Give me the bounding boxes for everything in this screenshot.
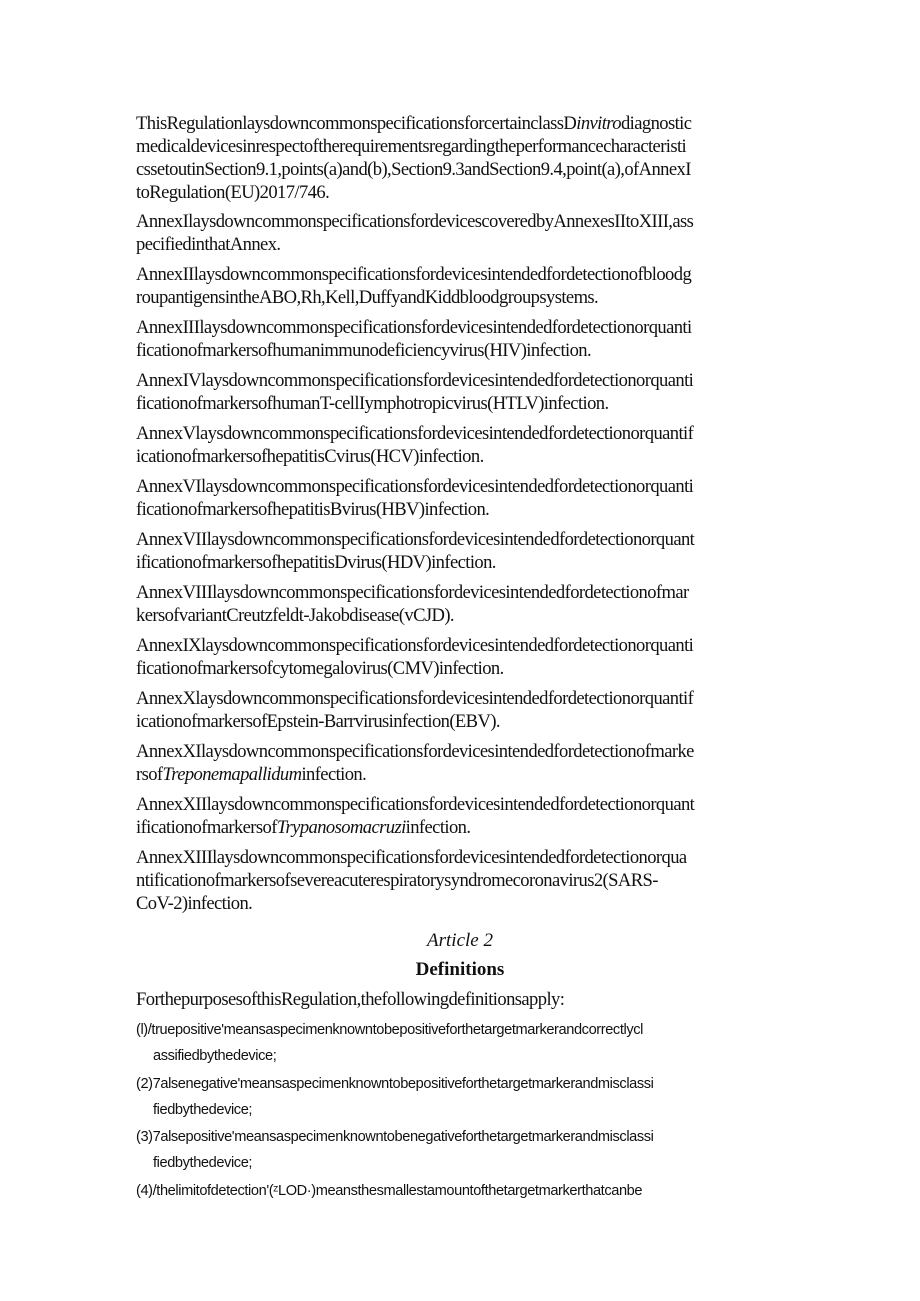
text-line: ThisRegulationlaysdowncommonspecificationsforcertainclassDinvitrodiagnostic: [136, 113, 692, 134]
text-line: medicaldevicesinrespectoftherequirementsregardingtheperformancecharacteristi: [136, 136, 687, 157]
annex-paragraph: [136, 528, 796, 574]
text-line: AnnexXIIlaysdowncommonspecificationsfordevicesintendedfordetectionorquant: [136, 794, 695, 815]
text-line: (2)7alsenegative'meansaspecimenknowntobepositiveforthetargetmarkerandmisclassi: [136, 1076, 654, 1092]
text-line: AnnexXIlaysdowncommonspecificationsfordevicesintendedfordetectionofmarke: [136, 741, 694, 762]
text-line: assifiedbythedevice;: [153, 1048, 277, 1064]
text-line: AnnexVlaysdowncommonspecificationsfordevicesintendedfordetectionorquantif: [136, 423, 694, 444]
text-line: cssetoutinSection9.1,points(a)and(b),Section9.3andSection9.4,point(a),ofAnnexI: [136, 159, 691, 180]
text-line: (4)/thelimitofdetection'(ᶻLOD·)meansthesmallestamountofthetargetmarkerthatcanbe: [136, 1183, 643, 1199]
text-line: ficationofmarkersofhumanimmunodeficiencyvirus(HIV)infection.: [136, 340, 592, 361]
article-title: Definitions: [415, 959, 505, 980]
text-line: AnnexXlaysdowncommonspecificationsfordevicesintendedfordetectionorquantif: [136, 688, 694, 709]
text-line: AnnexIlaysdowncommonspecificationsfordevicescoveredbyAnnexesIItoXIII,ass: [136, 211, 694, 232]
annex-paragraph: [136, 475, 796, 521]
text-line: AnnexIVlaysdowncommonspecificationsfordevicesintendedfordetectionorquanti: [136, 370, 694, 391]
italic-term: Trypanosomacruzi: [276, 817, 406, 838]
text-line: AnnexXIIIlaysdowncommonspecificationsfordevicesintendedfordetectionorqua: [136, 847, 687, 868]
text-line: CoV-2)infection.: [136, 893, 253, 914]
text-line: ificationofmarkersofhepatitisDvirus(HDV)infection.: [136, 552, 496, 573]
text-line: roupantigensintheABO,Rh,Kell,DuffyandKiddbloodgroupsystems.: [136, 287, 599, 308]
text-line: pecifiedinthatAnnex.: [136, 234, 281, 255]
text-line: AnnexVIIIlaysdowncommonspecificationsfordevicesintendedfordetectionofmar: [136, 582, 689, 603]
italic-term: Treponemapallidum: [162, 764, 302, 785]
text-line: AnnexIIlaysdowncommonspecificationsfordevicesintendedfordetectionofbloodg: [136, 264, 692, 285]
annex-paragraph: [136, 634, 796, 680]
text-line: rsofTreponemapalliduminfection.: [136, 764, 367, 785]
text-line: fiedbythedevice;: [153, 1102, 253, 1118]
text-line: AnnexVIlaysdowncommonspecificationsfordevicesintendedfordetectionorquanti: [136, 476, 694, 497]
text-line: kersofvariantCreutzfeldt-Jakobdisease(vCJD).: [136, 605, 454, 626]
text-line: ficationofmarkersofhumanT-cellIymphotropicvirus(HTLV)infection.: [136, 393, 609, 414]
text-line: ntificationofmarkersofsevereacuterespiratorysyndromecoronavirus2(SARS-: [136, 870, 658, 891]
annex-paragraph: [136, 422, 796, 468]
text-line: ificationofmarkersofTrypanosomacruziinfection.: [136, 817, 471, 838]
text-line: fiedbythedevice;: [153, 1155, 253, 1171]
definition-item: [136, 1017, 796, 1069]
annex-paragraph: [136, 687, 796, 733]
text-line: icationofmarkersofhepatitisCvirus(HCV)infection.: [136, 446, 484, 467]
text-line: (l)/truepositive'meansaspecimenknowntobepositiveforthetargetmarkerandcorrectlycl: [136, 1022, 643, 1038]
text-line: icationofmarkersofEpstein-Barrvirusinfection(EBV).: [136, 711, 500, 732]
annex-paragraph: [136, 740, 796, 786]
annex-paragraph: [136, 263, 796, 309]
annex-paragraph: [136, 581, 796, 627]
text-line: AnnexVIIlaysdowncommonspecificationsfordevicesintendedfordetectionorquant: [136, 529, 695, 550]
scope-paragraph: [136, 112, 796, 204]
annex-paragraph: [136, 369, 796, 415]
definitions-intro: ForthepurposesofthisRegulation,thefollowingdefinitionsapply:: [136, 989, 565, 1010]
annex-paragraph: [136, 210, 796, 256]
text-line: ficationofmarkersofhepatitisBvirus(HBV)infection.: [136, 499, 490, 520]
text-line: AnnexIXlaysdowncommonspecificationsfordevicesintendedfordetectionorquanti: [136, 635, 694, 656]
text-line: ficationofmarkersofcytomegalovirus(CMV)infection.: [136, 658, 504, 679]
definition-item: [136, 1178, 796, 1204]
text-line: (3)7alsepositive'meansaspecimenknowntobenegativeforthetargetmarkerandmisclassi: [136, 1129, 654, 1145]
italic-term: invitro: [576, 113, 621, 134]
text-line: toRegulation(EU)2017/746.: [136, 182, 330, 203]
annex-paragraph: [136, 846, 796, 915]
definition-item: [136, 1124, 796, 1176]
definition-item: [136, 1071, 796, 1123]
annex-paragraph: [136, 316, 796, 362]
article-number: Article 2: [427, 930, 493, 951]
text-line: AnnexIIIlaysdowncommonspecificationsfordevicesintendedfordetectionorquanti: [136, 317, 692, 338]
annex-paragraph: [136, 793, 796, 839]
